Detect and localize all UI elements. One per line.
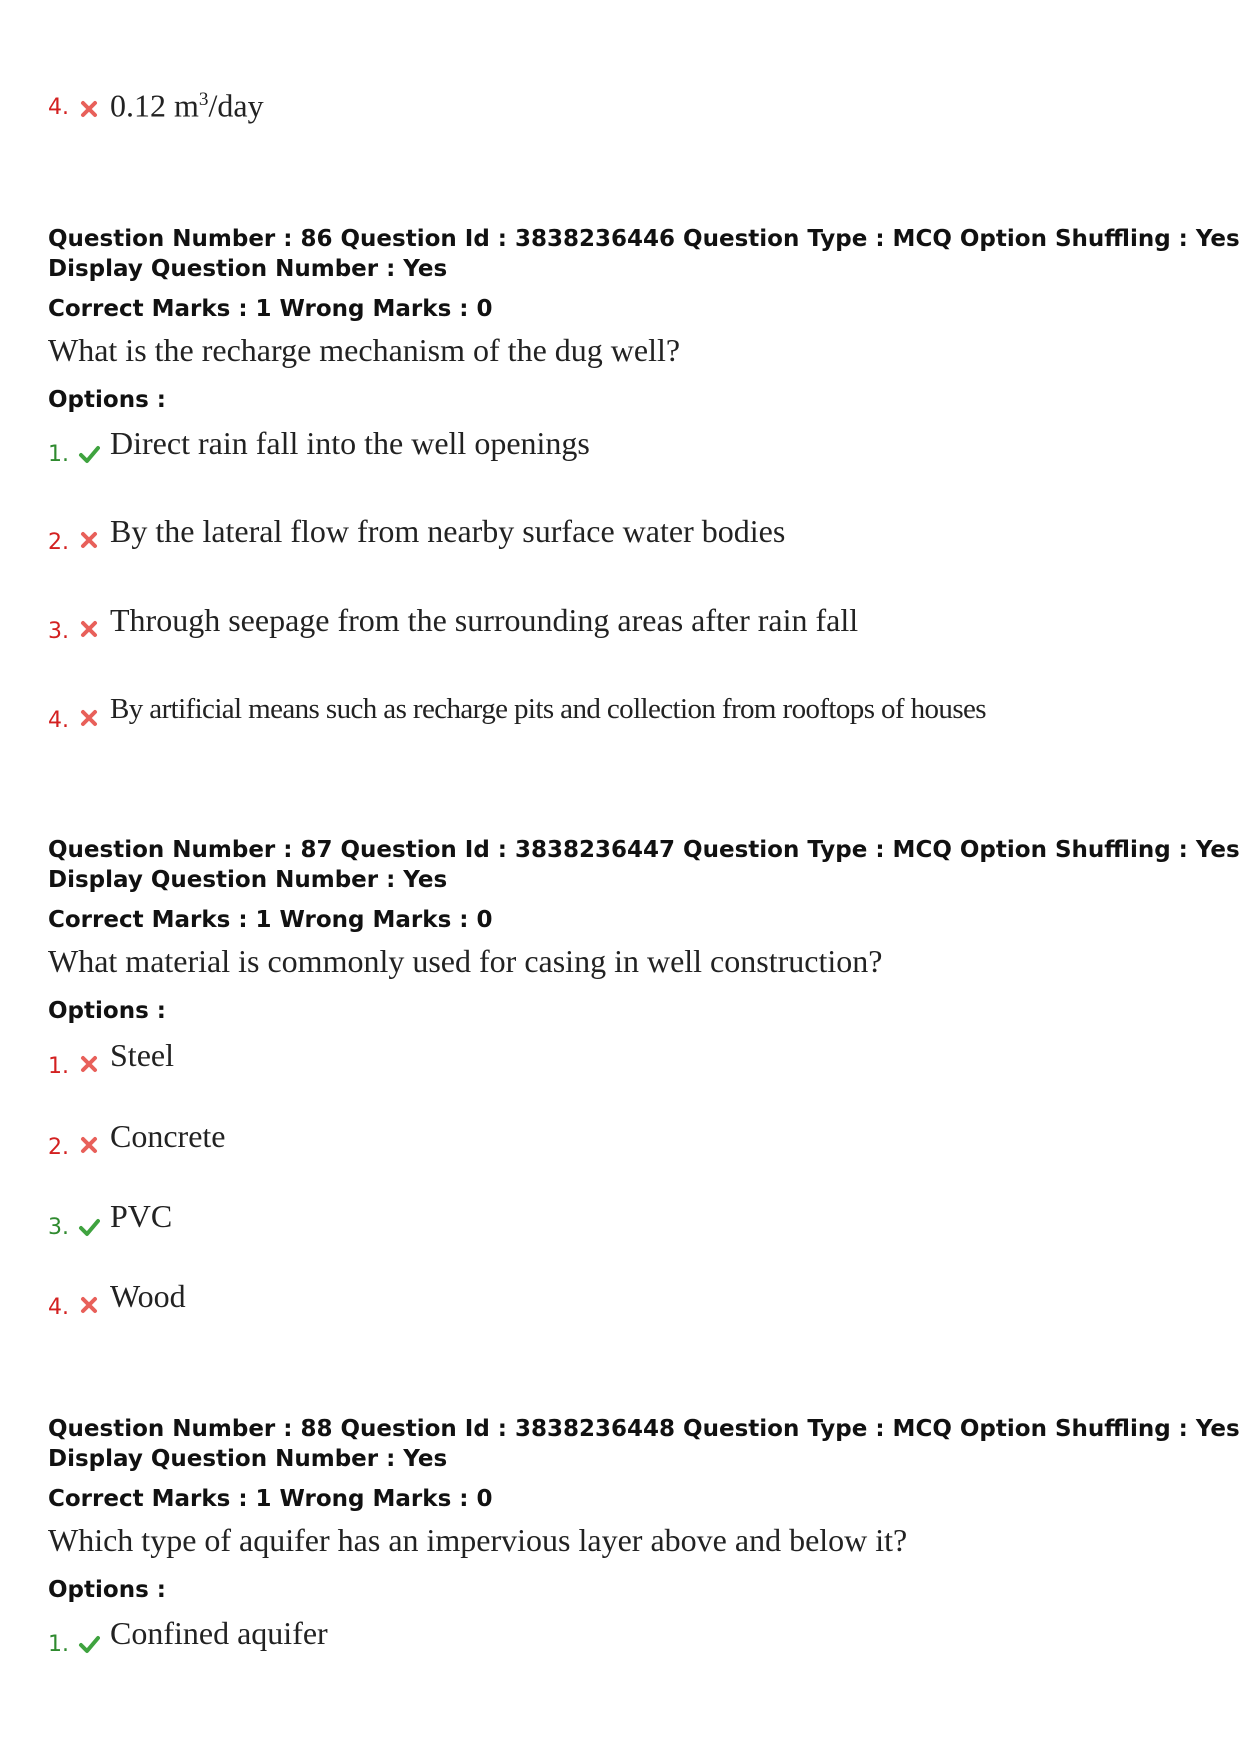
question-meta-line: Question Number : 87 Question Id : 3838236447 Question Type : MCQ Option Shuffling : Yes	[48, 837, 1240, 863]
check-icon	[78, 1633, 100, 1655]
cross-icon	[78, 1053, 100, 1075]
cross-icon	[78, 1294, 100, 1316]
cross-icon	[78, 98, 100, 120]
option-text: Confined aquifer	[110, 1615, 328, 1651]
question-marks: Correct Marks : 1 Wrong Marks : 0	[48, 907, 493, 933]
option-text: By the lateral flow from nearby surface water bodies	[110, 513, 786, 549]
question-meta-line: Display Question Number : Yes	[48, 256, 448, 282]
option-number: 4.	[48, 95, 69, 120]
option-number: 4.	[48, 1295, 69, 1320]
question-marks: Correct Marks : 1 Wrong Marks : 0	[48, 296, 493, 322]
option-text: Concrete	[110, 1118, 226, 1154]
option-text: 0.12 $m^3$/day	[110, 87, 264, 124]
option-text: Steel	[110, 1037, 174, 1073]
option-text: Direct rain fall into the well openings	[110, 425, 590, 461]
option-row[interactable]	[48, 689, 1188, 733]
option-row[interactable]	[48, 1276, 1188, 1320]
option-number: 3.	[48, 619, 69, 644]
question-marks: Correct Marks : 1 Wrong Marks : 0	[48, 1486, 493, 1512]
options-label: Options :	[48, 387, 166, 413]
option-row[interactable]	[48, 1613, 1188, 1657]
question-text: What material is commonly used for casing in well construction?	[48, 943, 883, 979]
cross-icon	[78, 1134, 100, 1156]
cross-icon	[78, 618, 100, 640]
option-number: 3.	[48, 1215, 69, 1240]
options-label: Options :	[48, 998, 166, 1024]
option-number: 1.	[48, 1054, 69, 1079]
question-meta-line: Question Number : 88 Question Id : 3838236448 Question Type : MCQ Option Shuffling : Yes	[48, 1416, 1240, 1442]
option-row[interactable]	[48, 600, 1188, 644]
question-meta-line: Display Question Number : Yes	[48, 867, 448, 893]
option-row[interactable]	[48, 1116, 1188, 1160]
option-row[interactable]	[48, 511, 1188, 555]
check-icon	[78, 443, 100, 465]
option-text: By artificial means such as recharge pits and collection from rooftops of houses	[110, 693, 986, 725]
cross-icon	[78, 529, 100, 551]
option-number: 1.	[48, 1632, 69, 1657]
question-text: Which type of aquifer has an impervious layer above and below it?	[48, 1522, 908, 1558]
option-row[interactable]	[48, 423, 1188, 467]
check-icon	[78, 1216, 100, 1238]
option-number: 2.	[48, 530, 69, 555]
option-text: Wood	[110, 1278, 186, 1314]
option-row[interactable]	[48, 1196, 1188, 1240]
question-meta-line: Question Number : 86 Question Id : 3838236446 Question Type : MCQ Option Shuffling : Yes	[48, 226, 1240, 252]
option-number: 2.	[48, 1135, 69, 1160]
option-number: 1.	[48, 442, 69, 467]
option-row[interactable]	[48, 1035, 1188, 1079]
option-text: PVC	[110, 1198, 173, 1234]
option-text: Through seepage from the surrounding areas after rain fall	[110, 602, 859, 638]
option-number: 4.	[48, 708, 69, 733]
question-meta-line: Display Question Number : Yes	[48, 1446, 448, 1472]
question-text: What is the recharge mechanism of the dug well?	[48, 332, 681, 368]
option-row	[48, 80, 1188, 124]
cross-icon	[78, 707, 100, 729]
options-label: Options :	[48, 1577, 166, 1603]
